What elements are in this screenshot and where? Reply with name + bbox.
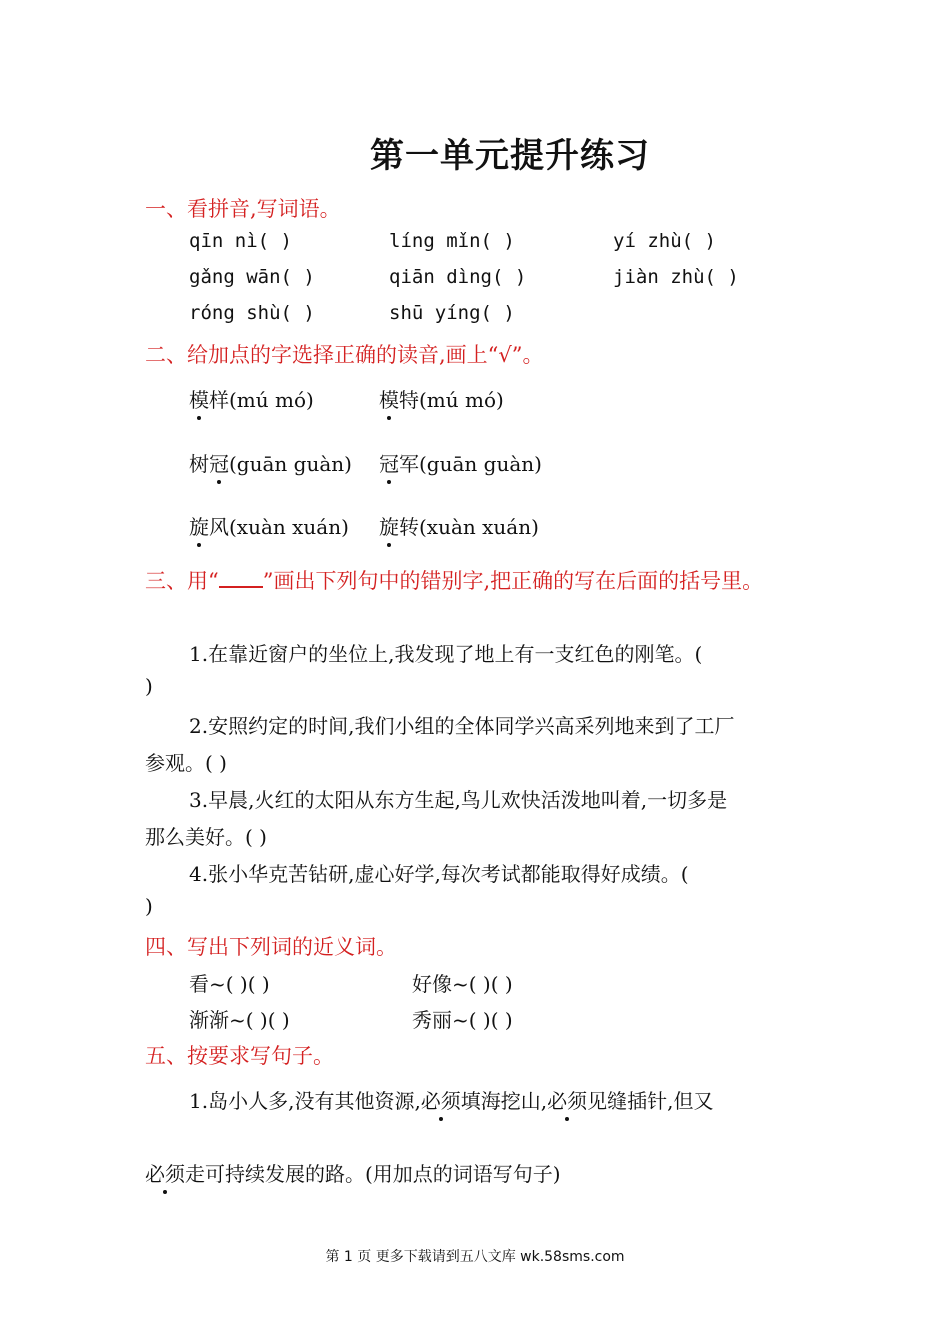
reading-options: 样(mú mó) [209,388,314,412]
dotted-char: 旋 [189,511,209,540]
sentence-line: 参观。( ) [145,751,227,775]
dotted-word: 必须 [421,1085,461,1114]
text-part: 1.岛小人多,没有其他资源, [189,1089,421,1113]
pinyin-item: líng mǐn( ) [389,230,515,252]
plain-char: 树 [189,452,209,476]
text-part: 见缝插针,但又 [587,1089,714,1113]
reading-options: (guān guàn) [229,452,352,476]
text-part: 填海挖山, [460,1089,548,1113]
sentence-line: 1.在靠近窗户的坐位上,我发现了地上有一支红色的刚笔。( [189,642,703,666]
text-part: 走可持续发展的路。(用加点的词语写句子) [185,1162,561,1186]
reading-choice [189,384,314,413]
pinyin-item: shū yíng( ) [389,302,515,324]
reading-options: 特(mú mó) [399,388,504,412]
dotted-word: 必须 [547,1085,587,1114]
pinyin-item: qīn nì( ) [189,230,292,252]
reading-choice [379,384,504,413]
section-5-heading: 五、按要求写句子。 [145,1044,334,1068]
sentence-line [189,1085,714,1114]
sentence-line [145,1158,561,1187]
reading-options: 军(guān guàn) [399,452,542,476]
dotted-char: 冠 [379,448,399,477]
pinyin-item: qiān dìng( ) [389,266,527,288]
sentence-line: ) [145,674,153,698]
dotted-char: 冠 [209,448,229,477]
pinyin-item: yí zhù( ) [613,230,716,252]
reading-choice [189,448,352,477]
reading-choice [379,448,542,477]
page-title: 第一单元提升练习 [370,136,650,176]
page-footer: 第 1 页 更多下载请到五八文库 wk.58sms.com [325,1249,625,1265]
synonym-item: 好像~( )( ) [412,972,513,996]
dotted-char: 旋 [379,511,399,540]
reading-options: 风(xuàn xuán) [209,515,349,539]
dotted-char: 模 [379,384,399,413]
pinyin-item: gǎng wān( ) [189,266,315,288]
pinyin-item: róng shù( ) [189,302,315,324]
synonym-item: 渐渐~( )( ) [189,1008,290,1032]
reading-choice [189,511,349,540]
synonym-item: 秀丽~( )( ) [412,1008,513,1032]
heading-part: ”画出下列句中的错别字,把正确的写在后面的括号里。 [262,569,764,593]
dotted-word: 必须 [145,1158,185,1187]
section-4-heading: 四、写出下列词的近义词。 [145,935,397,959]
sentence-line: 2.安照约定的时间,我们小组的全体同学兴高采列地来到了工厂 [189,714,735,738]
dotted-char: 模 [189,384,209,413]
sentence-line: ) [145,894,153,918]
sentence-line: 那么美好。( ) [145,825,267,849]
reading-choice [379,511,539,540]
section-2-heading: 二、给加点的字选择正确的读音,画上“√”。 [145,343,544,367]
pinyin-item: jiàn zhù( ) [613,266,739,288]
sentence-line: 3.早晨,火红的太阳从东方生起,鸟儿欢快活泼地叫着,一切多是 [189,788,728,812]
synonym-item: 看~( )( ) [189,972,270,996]
heading-part: 三、用“ [145,569,219,593]
underline-sample [219,572,263,588]
reading-options: 转(xuàn xuán) [399,515,539,539]
sentence-line: 4.张小华克苦钻研,虚心好学,每次考试都能取得好成绩。( [189,862,689,886]
section-3-heading [145,565,763,595]
section-1-heading: 一、看拼音,写词语。 [145,197,341,221]
